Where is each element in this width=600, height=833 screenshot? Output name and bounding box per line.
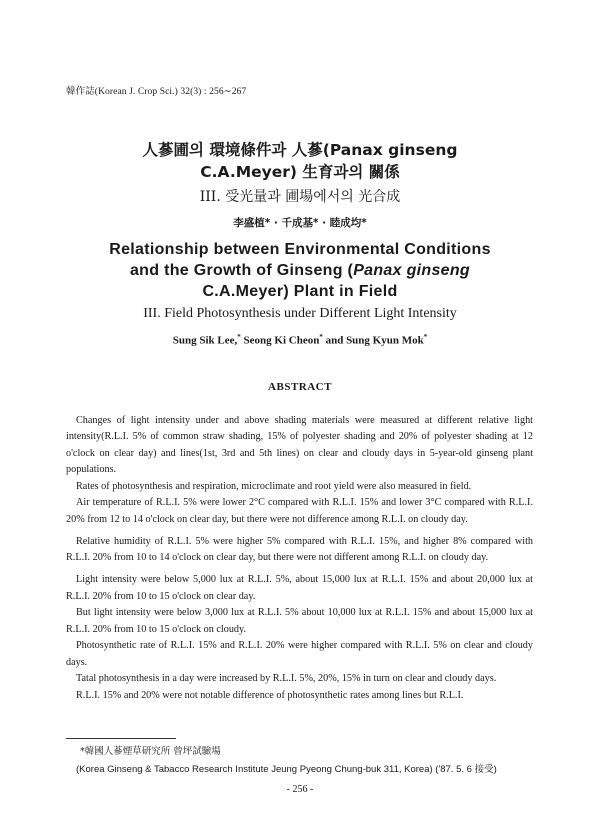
author-2-mark: * bbox=[319, 333, 323, 341]
korean-title-line-2: C.A.Meyer) 生育과의 關係 bbox=[200, 163, 400, 181]
abstract-paragraph: R.L.I. 15% and 20% were not notable difference of photosynthetic rates among lines but R.L.I. bbox=[76, 690, 464, 702]
journal-reference: 韓作誌(Korean J. Crop Sci.) 32(3) : 256∼267 bbox=[66, 87, 247, 97]
korean-authors: 李盛植* · 千成基* · 睦成均* bbox=[233, 217, 367, 229]
footnote-english: (Korea Ginseng & Tabacco Research Institute Jeung Pyeong Chung-buk 311, Korea) ('87. 5. 6 接受) bbox=[76, 764, 497, 775]
abstract-paragraph: Relative humidity of R.L.I. 5% were higher 5% compared with R.L.I. 15%, and higher 8% compared with R.L.I. 20% from 10 to 14 o'clock on clear day, but there were not different among R.L.I. on cloudy day. bbox=[66, 535, 533, 564]
abstract-paragraph: Tatal photosynthesis in a day were increased by R.L.I. 5%, 20%, 15% in turn on clear and cloudy days. bbox=[76, 673, 497, 685]
english-title-line-1: Relationship between Environmental Conditions bbox=[109, 241, 491, 258]
abstract-paragraph: Air temperature of R.L.I. 5% were lower 2°C compared with R.L.I. 15% and lower 3°C compared with R.L.I. 20% from 12 to 14 o'clock on clear day, but there were not difference among R.L.I. on cloudy day. bbox=[66, 497, 533, 525]
author-3: and Sung Kyun Mok bbox=[325, 334, 424, 347]
abstract-paragraph: Photosynthetic rate of R.L.I. 15% and R.L.I. 20% were higher compared with R.L.I. 5% on clear and cloudy days. bbox=[66, 640, 533, 668]
author-3-mark: * bbox=[423, 333, 428, 341]
english-title-line-2 bbox=[0, 262, 600, 280]
abstract-body bbox=[66, 413, 533, 705]
korean-subtitle: III. 受光量과 圃場에서의 光合成 bbox=[199, 189, 401, 205]
english-title-line-2-a: and the Growth of Ginseng ( bbox=[129, 262, 354, 279]
author-2: Seong Ki Cheon bbox=[243, 334, 320, 347]
korean-title-line-1: 人蔘圃의 環境條件과 人蔘(Panax ginseng bbox=[142, 141, 458, 159]
abstract-paragraph: Rates of photosynthesis and respiration, microclimate and root yield were also measured in field. bbox=[76, 480, 472, 492]
footnote-divider bbox=[66, 738, 176, 739]
abstract-heading: ABSTRACT bbox=[268, 381, 332, 393]
abstract-paragraph: Changes of light intensity under and above shading materials were measured at different relative light intensity(R.L.I. 5% of common straw shading, 15% of polyester shading and 20% of polyester shading at 12 o'clock on clear day) and lines(1st, 3rd and 5th lines) on clear and cloudy days in 5-year-old ginseng plant populations. bbox=[66, 415, 533, 475]
footnote-korean: *韓國人蔘煙草研究所 曾坪試驗場 bbox=[80, 746, 221, 757]
english-title-line-3: C.A.Meyer) Plant in Field bbox=[202, 283, 398, 300]
abstract-paragraph: But light intensity were below 3,000 lux at R.L.I. 5% about 10,000 lux at R.L.I. 15% and about 15,000 lux at R.L.I. 20% from 10 to 15 o'clock on cloudy. bbox=[66, 607, 533, 635]
author-1: Sung Sik Lee, bbox=[172, 334, 238, 347]
english-title-species: Panax ginseng bbox=[353, 262, 471, 279]
english-subtitle: III. Field Photosynthesis under Different Light Intensity bbox=[143, 306, 457, 321]
english-authors bbox=[0, 333, 600, 347]
abstract-paragraph: Light intensity were below 5,000 lux at R.L.I. 5%, about 15,000 lux at R.L.I. 15% and about 20,000 lux at R.L.I. 20% from 10 to 15 o'clock on clear day. bbox=[66, 574, 533, 602]
author-1-mark: * bbox=[237, 333, 241, 341]
page-number: - 256 - bbox=[286, 784, 314, 795]
